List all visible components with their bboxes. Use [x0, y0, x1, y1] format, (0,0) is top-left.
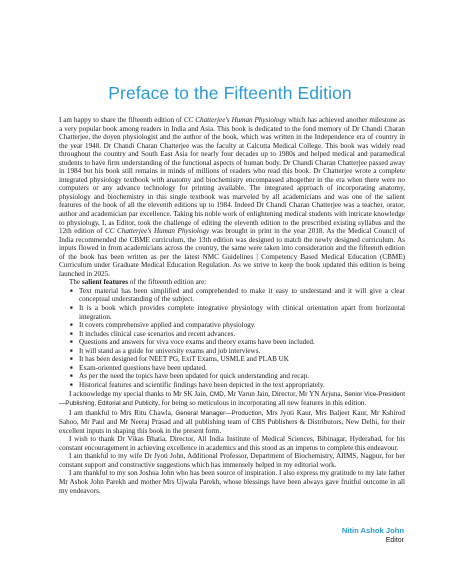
book-title: CC Chatterjee's Human Physiology: [104, 227, 210, 236]
list-item: ■ Questions and answers for viva voce exams and theory exams have been included.: [79, 338, 405, 347]
list-item: ■ It has been designed for NEET PG, ExiT Exams, USMLE and PLAB UK: [79, 355, 405, 364]
editor-name: Nitin Ashok John: [341, 526, 404, 535]
features-list: [59, 287, 405, 390]
editor-role: Editor: [385, 537, 404, 544]
list-item: ■ Historical features and scientific findings have been depicted in the text appropriately.: [79, 381, 405, 390]
list-item: ■ Text material has been simplified and comprehended to make it easy to understand and it will give a clear conceptual understanding of the subject.: [79, 287, 405, 304]
ack-paragraph: I am thankful to my son Joshua John who has been source of inspiration. I also express my gratitude to my late father Mr Ashok John Parekh and mother Mrs Ujwala Parekh, whose blessings have been always gave fruitful outcome in all my endeavors.: [59, 469, 405, 495]
preface-body: [59, 116, 405, 495]
ack-paragraph: I wish to thank Dr Vikas Bhatia, Director, All India Institute of Medical Sciences, Bibinagar, Hyderabad, for his constant encouragement in achieving excellence in academics and this stood as an impetus to complete this endeavour.: [59, 435, 405, 452]
book-title: CC Chatterjee's Human Physiology: [183, 116, 287, 124]
page-title: Preface to the Fifteenth Edition: [108, 82, 352, 103]
list-item: ■ It includes clinical case scenarios and recent advances.: [79, 330, 405, 339]
ack-paragraph: I am thankful to my wife Dr Jyoti John, Additional Professor, Department of Biochemistry, AIIMS, Nagpur, for her constant support and constructive suggestions which has immensely helped in my editorial work.: [59, 452, 405, 469]
list-item: ■ Exam-oriented questions have been updated.: [79, 364, 405, 373]
list-item: ■ It is a book which provides complete integrative physiology with clinical orientation apart from horizontal integration.: [79, 304, 405, 321]
list-item: ■ It covers comprehensive applied and comparative physiology.: [79, 321, 405, 330]
features-intro: The salient features of the fifteenth edition are:: [69, 278, 207, 287]
ack-paragraph: I am thankful to Mrs Ritu Chawla, General Manager—Production, Mrs Jyoti Kaur, Mrs Baljeet Kaur, Mr Kshirod Sahoo, Mr Paul and Mr Neeraj Prasad and all publishing team of CBS Publishers & Distributors, New Delhi, for their excellent inputs in shaping this book in the present form.: [59, 408, 405, 435]
ack-paragraph: I acknowledge my special thanks to Mr SK Jain, CMD, Mr Varun Jain, Director, Mr YN Arjuna, Senior Vice-President—Publishing, Editorial and Publicity, for being so meticulous in incorporating all new features in this edition.: [59, 389, 405, 408]
signature-block: [342, 526, 404, 545]
intro-paragraph: I am happy to share the fifteenth edition of CC Chatterjee's Human Physiology which has achieved another milestone as a very popular book among readers in India and Asia. This book is dedicated to the fond memory of Dr Chandi Charan Chatterjee, the doyen physiologist and the author of the book, which was written in the Independence era of country in the year 1948. Dr Chandi Charan Chatterjee was the faculty at Calcutta Medical College. This book was widely read throughout the country and South East Asia for nearly four decades up to 1980s and helped medical and paramedical students to have firm understanding of the functional aspects of human body. Dr Chandi Charan Chatterjee passed away in 1984 but his book still remains in minds of millions of readers who read this book. Dr Chatterjee wrote a complete integrated physiology textbook with anatomy and biochemistry encompassed altogether in the era when there were no computers or any advance technology for printing available. The integrated approach of incorporating anatomy, physiology and biochemistry in this single textbook was marveled by all academicians and was one of the salient features of the book of all the eleventh editions up to 1984. Indeed Dr Chandi Charan Chatterjee was a teacher, orator, author and academician par excellence. Taking his noble work of enlightening medical students with intricate knowledge to physiology, I, as Editor, took the challenge of editing the eleventh edition to the prescribed existing syllabus and the 12th edition of CC Chatterjee's Human Physiology was brought in print in the year 2018. As the Medical Council of India recommended the CBME curriculum, the 13th edition was designed to match the newly designed curriculum. As inputs flowed in from academicians across the country, the same were taken into consideration and the fifteenth edition of the book has been written as per the latest NMC Guidelines | Competency Based Medical Education (CBME) Curriculum under Graduate Medical Education Regulation. As we strive to keep the book updated this edition is being launched in 2025.: [59, 116, 405, 278]
list-item: ■ It will stand as a guide for university exams and job interviews.: [79, 347, 405, 356]
list-item: ■ As per the need the topics have been updated for quick understanding and recap.: [79, 372, 405, 381]
